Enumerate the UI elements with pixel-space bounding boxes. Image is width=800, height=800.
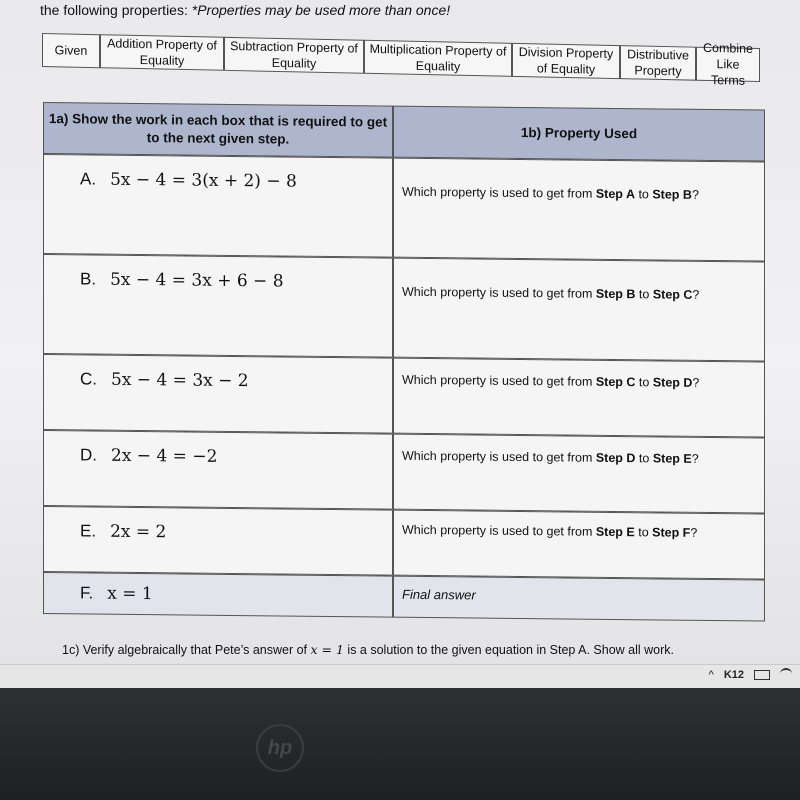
- work-box-f: [43, 572, 393, 618]
- work-box-e[interactable]: [43, 506, 393, 576]
- table-row-f: [43, 572, 765, 622]
- step-equation: 2x − 4 = −2: [111, 445, 218, 467]
- question-prefix: Which property is used to get from: [402, 284, 596, 301]
- property-box-d[interactable]: [393, 434, 765, 514]
- question-mid: to: [635, 375, 653, 390]
- tray-caret-icon[interactable]: ^: [708, 669, 714, 681]
- question-suffix: ?: [691, 187, 699, 202]
- property-given: Given: [42, 33, 100, 68]
- from-step: Step A: [595, 186, 635, 202]
- table-row-d: [43, 430, 765, 514]
- step-a: [80, 169, 297, 191]
- property-distributive: Distributive Property: [620, 45, 696, 81]
- property-subtraction: Subtraction Property of Equality: [224, 37, 364, 74]
- step-equation: 5x − 4 = 3x − 2: [111, 369, 249, 392]
- question-mid: to: [635, 451, 653, 466]
- question-1c-suffix: is a solution to the given equation in Step A. Show all work.: [343, 643, 675, 657]
- final-answer-label: Final answer: [402, 586, 476, 603]
- step-f: [80, 583, 153, 604]
- property-division: Division Property of Equality: [512, 43, 620, 79]
- property-addition: Addition Property of Equality: [100, 34, 224, 71]
- question-prefix: Which property is used to get from: [402, 522, 596, 539]
- step-letter: E.: [80, 521, 97, 541]
- wifi-icon[interactable]: [780, 668, 792, 682]
- question-prefix: Which property is used to get from: [402, 448, 596, 465]
- question-1c-answer: x = 1: [310, 642, 344, 657]
- to-step: Step D: [652, 375, 693, 390]
- question-suffix: ?: [692, 375, 700, 390]
- step-d: [80, 445, 217, 466]
- property-box-a[interactable]: [393, 158, 765, 262]
- property-box-b[interactable]: [393, 258, 765, 362]
- table-row-e: [43, 506, 765, 580]
- work-box-a[interactable]: [43, 154, 393, 258]
- from-step: Step C: [595, 374, 636, 390]
- from-step: Step E: [595, 524, 635, 540]
- work-box-b[interactable]: [43, 254, 393, 358]
- question-1c-prefix: 1c) Verify algebraically that Pete’s answer of: [62, 643, 311, 657]
- to-step: Step C: [652, 287, 693, 302]
- from-step: Step D: [595, 450, 636, 466]
- work-column-header: 1a) Show the work in each box that is required to get to the next given step.: [43, 102, 393, 158]
- question-b: [402, 285, 699, 302]
- question-d: [402, 449, 699, 466]
- question-prefix: Which property is used to get from: [402, 372, 596, 389]
- property-table: [42, 33, 760, 114]
- step-letter: C.: [80, 369, 97, 389]
- property-column-header: 1b) Property Used: [393, 106, 765, 162]
- question-mid: to: [634, 525, 653, 540]
- work-box-d[interactable]: [43, 430, 393, 510]
- question-suffix: ?: [692, 287, 700, 302]
- table-row-b: [43, 254, 765, 362]
- step-equation: 5x − 4 = 3(x + 2) − 8: [110, 169, 297, 192]
- work-box-c[interactable]: [43, 354, 393, 434]
- property-box-c[interactable]: [393, 358, 765, 438]
- question-e: [402, 523, 697, 540]
- to-step: Step E: [652, 451, 692, 466]
- question-a: [402, 185, 699, 202]
- laptop-bezel: [0, 688, 800, 800]
- step-letter: F.: [80, 583, 94, 603]
- hp-logo: hp: [256, 724, 304, 772]
- question-suffix: ?: [691, 451, 699, 466]
- from-step: Step B: [595, 286, 636, 302]
- step-letter: B.: [80, 269, 97, 289]
- question-1c: [62, 642, 674, 657]
- to-step: Step F: [652, 525, 691, 540]
- step-equation: 5x − 4 = 3x + 6 − 8: [110, 269, 284, 292]
- work-table: [43, 102, 765, 622]
- table-row-a: [43, 154, 765, 262]
- taskbar: [0, 664, 800, 689]
- table-row-c: [43, 354, 765, 438]
- step-equation: x = 1: [107, 583, 153, 605]
- step-b: [80, 269, 284, 291]
- question-mid: to: [635, 287, 653, 302]
- step-letter: D.: [80, 445, 97, 465]
- system-tray: [709, 668, 792, 682]
- question-prefix: Which property is used to get from: [402, 184, 596, 201]
- property-box-e[interactable]: [393, 510, 765, 580]
- step-equation: 2x = 2: [110, 521, 167, 543]
- step-c: [80, 369, 249, 391]
- step-e: [80, 521, 166, 542]
- intro-note: *Properties may be used more than once!: [191, 2, 451, 18]
- question-suffix: ?: [690, 525, 698, 540]
- question-c: [402, 373, 699, 390]
- to-step: Step B: [652, 187, 692, 202]
- intro-text: [40, 2, 450, 18]
- tray-app-label[interactable]: K12: [723, 669, 744, 681]
- final-answer-box: [393, 576, 765, 622]
- step-letter: A.: [80, 169, 97, 189]
- question-mid: to: [634, 187, 653, 202]
- battery-icon[interactable]: [754, 670, 770, 680]
- property-combine-like-terms: Combine Like Terms: [696, 47, 760, 82]
- intro-lead: the following properties:: [40, 2, 188, 18]
- property-multiplication: Multiplication Property of Equality: [364, 40, 512, 77]
